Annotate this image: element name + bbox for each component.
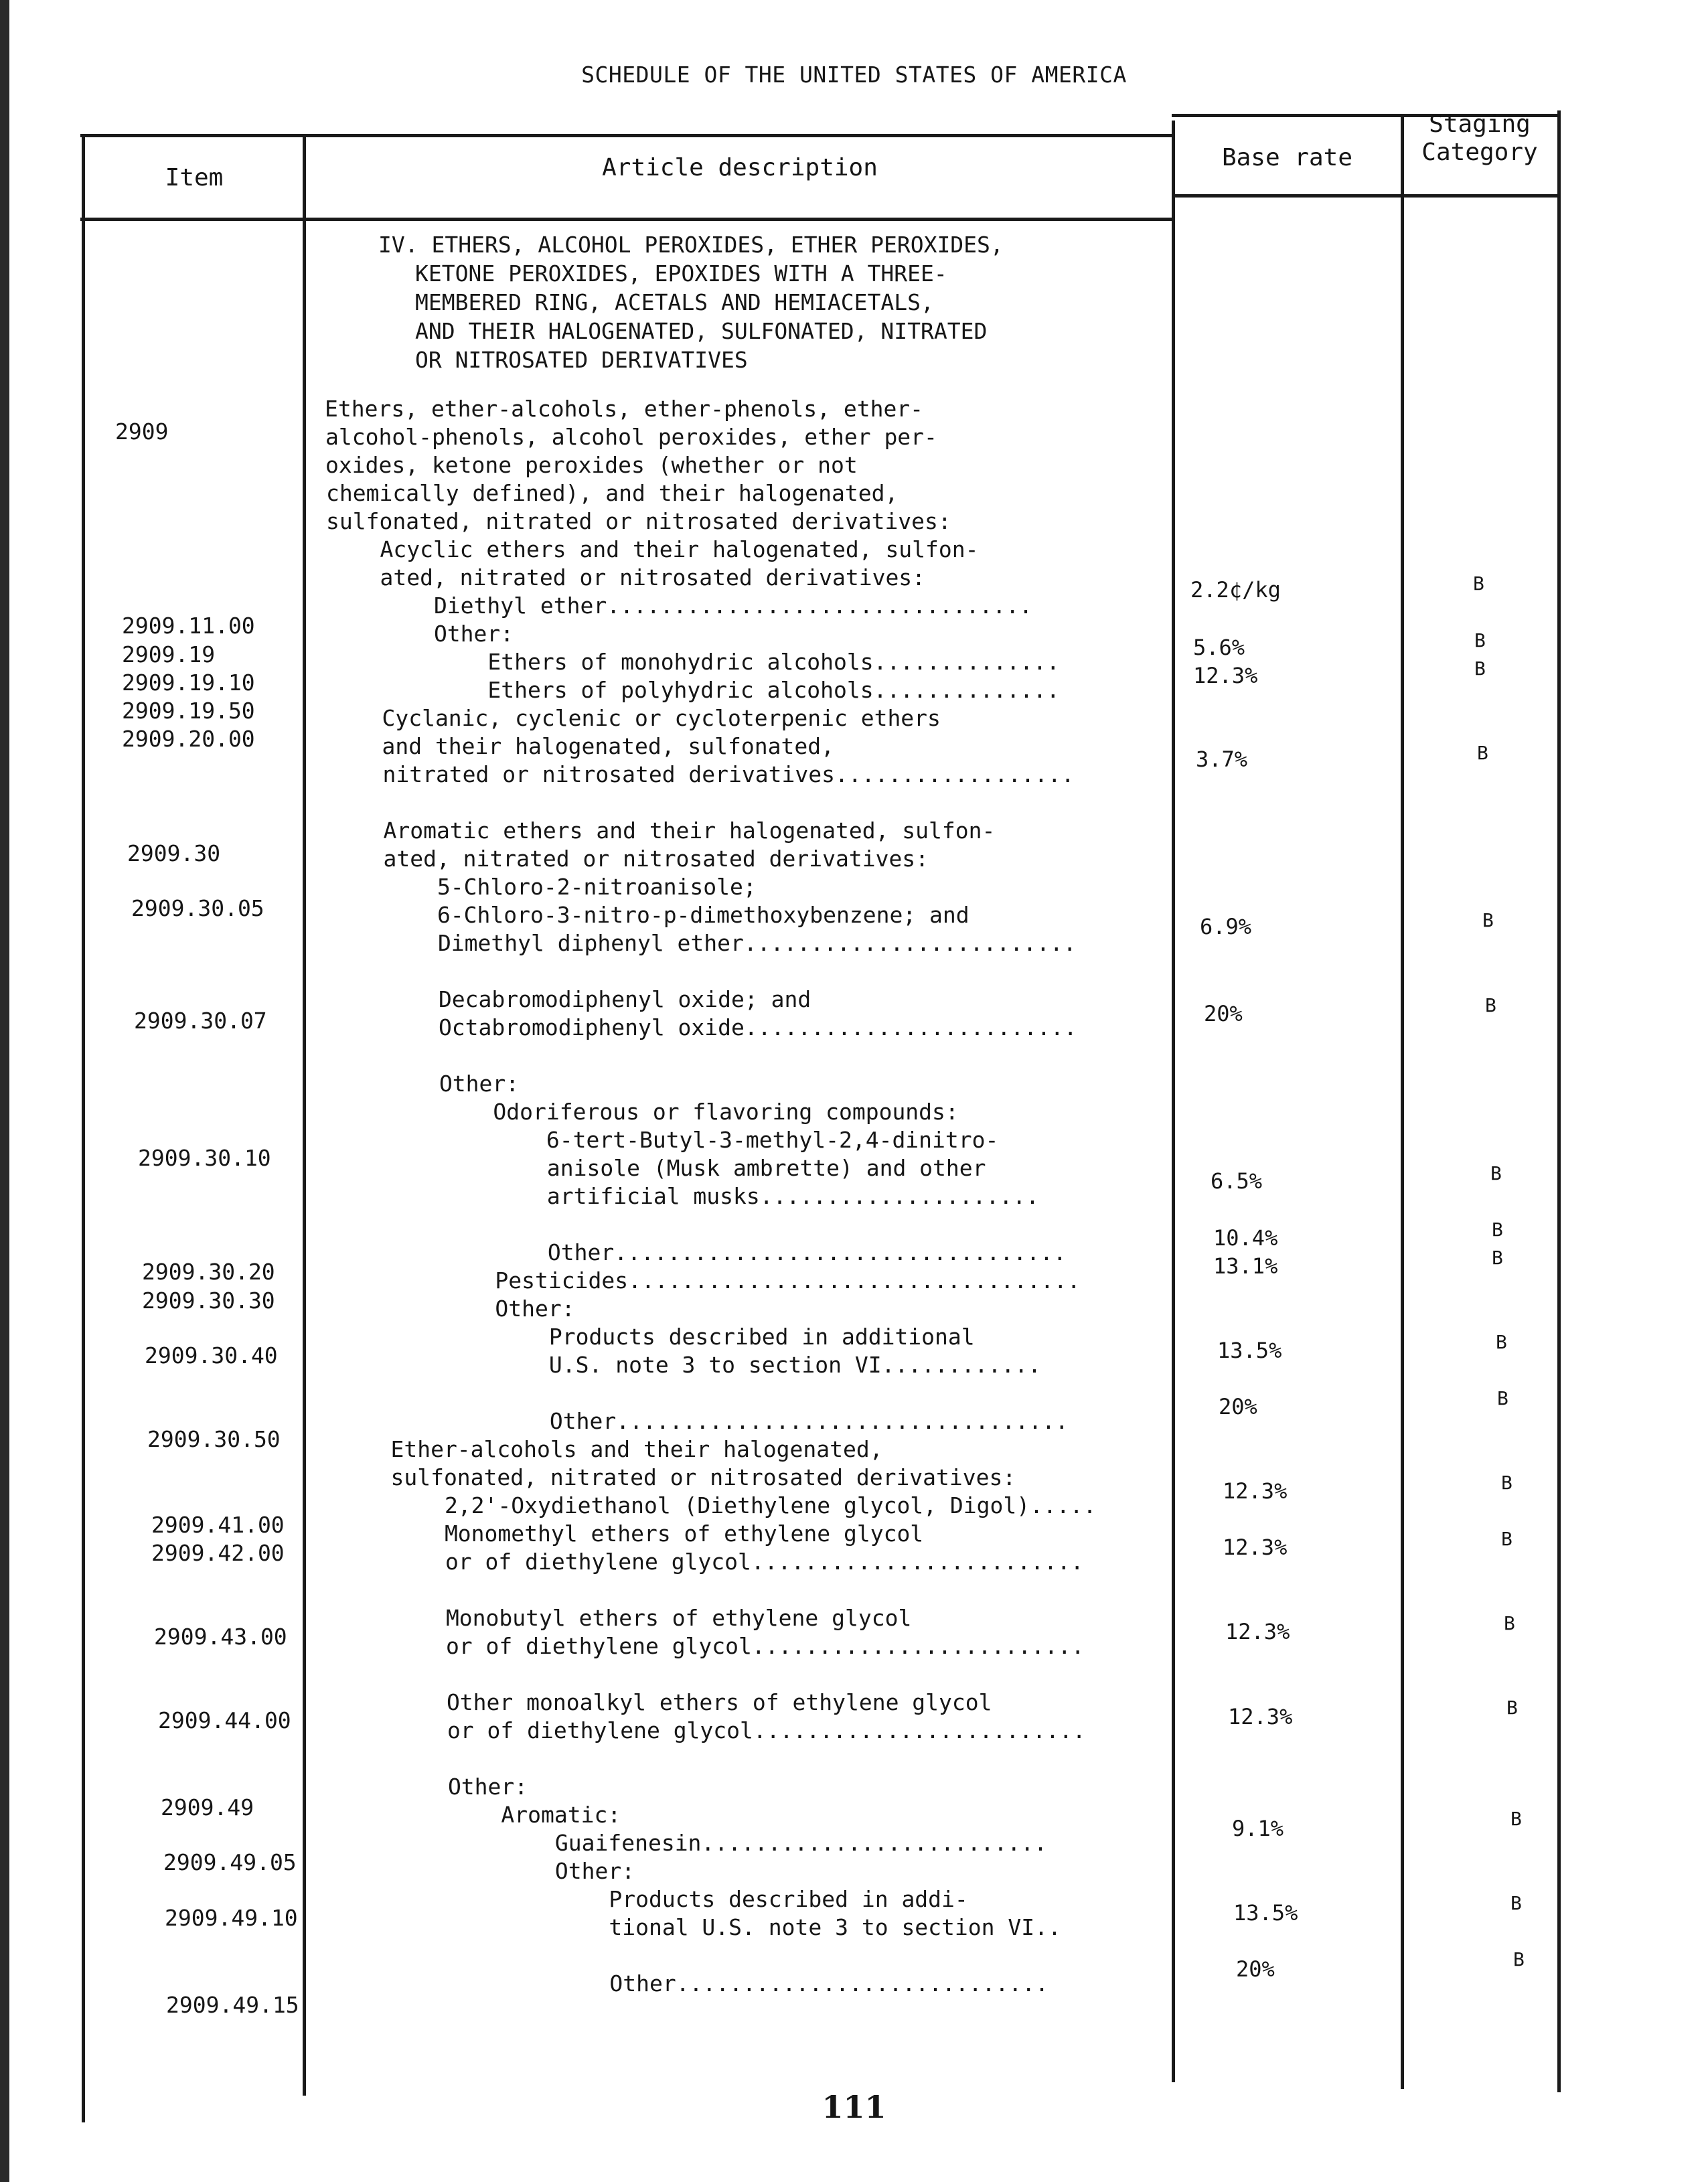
base-rate: 12.3% xyxy=(1223,1535,1288,1560)
header-bottom-border xyxy=(80,218,1172,221)
staging-category: B xyxy=(1482,909,1494,931)
header-base-rate: Base rate xyxy=(1221,144,1353,171)
description-line: 6-Chloro-3-nitro-p-dimethoxybenzene; and xyxy=(331,902,969,928)
description-line: Aromatic: xyxy=(341,1802,621,1828)
description-line: alcohol-phenols, alcohol peroxides, ether per- xyxy=(325,424,937,450)
description-line: or of diethylene glycol......................... xyxy=(339,1633,1085,1659)
description-line: chemically defined), and their halogenated, xyxy=(326,480,899,506)
description-line: Cyclanic, cyclenic or cycloterpenic ethers xyxy=(329,705,941,731)
description-line: Other: xyxy=(335,1296,575,1322)
description-line: Other: xyxy=(333,1071,520,1097)
description-line: Other: xyxy=(342,1858,635,1884)
item-number: 2909.43.00 xyxy=(154,1624,287,1650)
scan-edge xyxy=(0,0,9,2182)
column-rule-description xyxy=(1172,121,1175,2082)
base-rate: 13.5% xyxy=(1233,1900,1298,1926)
base-rate: 13.5% xyxy=(1217,1338,1282,1363)
base-rate: 2.2¢/kg xyxy=(1190,577,1281,603)
staging-category: B xyxy=(1510,1808,1522,1830)
staging-category: B xyxy=(1496,1331,1507,1353)
description-line: 5-Chloro-2-nitroanisole; xyxy=(331,874,757,900)
description-line: Diethyl ether................................ xyxy=(327,593,1032,619)
description-line: anisole (Musk ambrette) and other xyxy=(334,1155,986,1181)
description-line: Ether-alcohols and their halogenated, xyxy=(337,1436,883,1462)
description-line: tional U.S. note 3 to section VI.. xyxy=(343,1914,1061,1940)
page-number: 111 xyxy=(822,2089,886,2125)
item-number: 2909.44.00 xyxy=(158,1707,291,1733)
header-item: Item xyxy=(165,164,224,191)
section-heading-line: IV. ETHERS, ALCOHOL PEROXIDES, ETHER PEROXIDES, xyxy=(378,232,1004,258)
description-line: artificial musks..................... xyxy=(334,1183,1039,1209)
description-line: Dimethyl diphenyl ether......................... xyxy=(331,930,1077,956)
description-line: Ethers, ether-alcohols, ether-phenols, ether- xyxy=(325,396,924,422)
base-rate: 6.9% xyxy=(1200,914,1252,939)
item-number: 2909.30.10 xyxy=(138,1145,271,1171)
item-number: 2909.19.50 xyxy=(122,698,255,724)
header-staging-line2: Category xyxy=(1421,139,1538,166)
base-rate: 12.3% xyxy=(1225,1619,1290,1644)
staging-category: B xyxy=(1501,1528,1512,1550)
description-line: Monobutyl ethers of ethylene glycol xyxy=(339,1605,912,1631)
section-heading-line: OR NITROSATED DERIVATIVES xyxy=(415,347,748,373)
item-number: 2909.49.10 xyxy=(165,1905,298,1931)
item-number: 2909.42.00 xyxy=(151,1540,285,1566)
description-line: sulfonated, nitrated or nitrosated derivatives: xyxy=(337,1464,1016,1490)
base-rate: 12.3% xyxy=(1223,1478,1288,1504)
column-rule-left xyxy=(82,134,85,2122)
staging-category: B xyxy=(1474,657,1486,680)
item-number: 2909.20.00 xyxy=(122,726,255,752)
item-number: 2909 xyxy=(115,418,169,445)
description-line: or of diethylene glycol......................... xyxy=(339,1549,1084,1575)
header-bottom-border-right xyxy=(1172,194,1560,198)
section-heading-line: AND THEIR HALOGENATED, SULFONATED, NITRATED xyxy=(415,318,988,344)
base-rate: 3.7% xyxy=(1196,747,1248,772)
item-number: 2909.19 xyxy=(122,641,216,668)
description-line: ated, nitrated or nitrosated derivatives: xyxy=(327,564,926,591)
description-line: Ethers of polyhydric alcohols.............. xyxy=(328,677,1060,703)
column-rule-rate xyxy=(1401,114,1404,2089)
description-line: Decabromodiphenyl oxide; and xyxy=(332,986,811,1012)
description-line: or of diethylene glycol......................... xyxy=(341,1717,1086,1743)
item-number: 2909.49.05 xyxy=(163,1849,297,1875)
item-number: 2909.30 xyxy=(127,840,221,866)
section-heading-line: MEMBERED RING, ACETALS AND HEMIACETALS, xyxy=(415,289,934,315)
staging-category: B xyxy=(1473,572,1484,595)
item-number: 2909.30.50 xyxy=(147,1426,281,1452)
item-number: 2909.30.30 xyxy=(142,1288,275,1314)
header-staging-line1: Staging xyxy=(1429,110,1531,138)
column-rule-item xyxy=(303,134,306,2096)
description-line: Other: xyxy=(341,1774,528,1800)
staging-category: B xyxy=(1490,1162,1502,1184)
staging-category: B xyxy=(1474,629,1486,651)
description-line: ated, nitrated or nitrosated derivatives: xyxy=(330,846,929,872)
staging-category: B xyxy=(1485,994,1496,1016)
description-line: Other.................................. xyxy=(335,1239,1067,1265)
description-line: Octabromodiphenyl oxide......................... xyxy=(332,1014,1077,1040)
base-rate: 6.5% xyxy=(1211,1168,1263,1194)
item-number: 2909.41.00 xyxy=(151,1512,285,1538)
description-line: 2,2'-Oxydiethanol (Diethylene glycol, Digol)..... xyxy=(338,1492,1097,1518)
description-line: Aromatic ethers and their halogenated, sulfon- xyxy=(330,817,996,844)
description-line: Other.................................. xyxy=(337,1408,1069,1434)
base-rate: 12.3% xyxy=(1228,1704,1293,1729)
item-number: 2909.19.10 xyxy=(122,670,255,696)
description-line: Pesticides.................................. xyxy=(335,1267,1081,1294)
description-line: Products described in addi- xyxy=(343,1886,968,1912)
staging-category: B xyxy=(1501,1472,1512,1494)
description-line: Ethers of monohydric alcohols.............. xyxy=(328,649,1060,675)
base-rate: 12.3% xyxy=(1193,663,1258,688)
header-article-description: Article description xyxy=(602,154,878,181)
description-line: sulfonated, nitrated or nitrosated derivatives: xyxy=(326,508,951,534)
description-line: 6-tert-Butyl-3-methyl-2,4-dinitro- xyxy=(333,1127,999,1153)
base-rate: 13.1% xyxy=(1213,1253,1278,1279)
description-line: Acyclic ethers and their halogenated, sulfon- xyxy=(327,536,979,562)
base-rate: 20% xyxy=(1236,1956,1275,1982)
base-rate: 9.1% xyxy=(1232,1816,1284,1841)
description-line: Monomethyl ethers of ethylene glycol xyxy=(338,1521,924,1547)
table-top-border xyxy=(80,134,1172,137)
description-line: nitrated or nitrosated derivatives.................. xyxy=(329,761,1075,787)
description-line: Other: xyxy=(327,621,514,647)
staging-category: B xyxy=(1510,1892,1522,1914)
staging-category: B xyxy=(1506,1697,1518,1719)
staging-category: B xyxy=(1492,1247,1503,1269)
item-number: 2909.30.20 xyxy=(142,1259,275,1285)
staging-category: B xyxy=(1504,1612,1515,1634)
page-title: SCHEDULE OF THE UNITED STATES OF AMERICA xyxy=(581,62,1127,88)
item-number: 2909.11.00 xyxy=(122,613,255,639)
base-rate: 20% xyxy=(1219,1394,1257,1419)
description-line: Products described in additional xyxy=(336,1324,975,1350)
staging-category: B xyxy=(1492,1219,1503,1241)
description-line: and their halogenated, sulfonated, xyxy=(329,733,834,759)
item-number: 2909.30.07 xyxy=(134,1008,267,1034)
staging-category: B xyxy=(1513,1948,1525,1970)
column-rule-right xyxy=(1557,110,1561,2092)
base-rate: 20% xyxy=(1204,1001,1243,1026)
item-number: 2909.49 xyxy=(161,1794,254,1820)
item-number: 2909.30.40 xyxy=(145,1342,278,1369)
description-line: Odoriferous or flavoring compounds: xyxy=(333,1099,959,1125)
description-line: oxides, ketone peroxides (whether or not xyxy=(325,452,858,478)
base-rate: 5.6% xyxy=(1193,635,1245,660)
base-rate: 10.4% xyxy=(1213,1225,1278,1251)
staging-category: B xyxy=(1477,742,1488,764)
description-line: U.S. note 3 to section VI............ xyxy=(336,1352,1041,1378)
item-number: 2909.49.15 xyxy=(166,1992,299,2018)
description-line: Other............................ xyxy=(343,1970,1049,1997)
staging-category: B xyxy=(1497,1387,1508,1409)
description-line: Guaifenesin.......................... xyxy=(342,1830,1047,1856)
item-number: 2909.30.05 xyxy=(131,895,264,921)
section-heading-line: KETONE PEROXIDES, EPOXIDES WITH A THREE- xyxy=(415,260,947,287)
description-line: Other monoalkyl ethers of ethylene glycol xyxy=(340,1689,992,1715)
